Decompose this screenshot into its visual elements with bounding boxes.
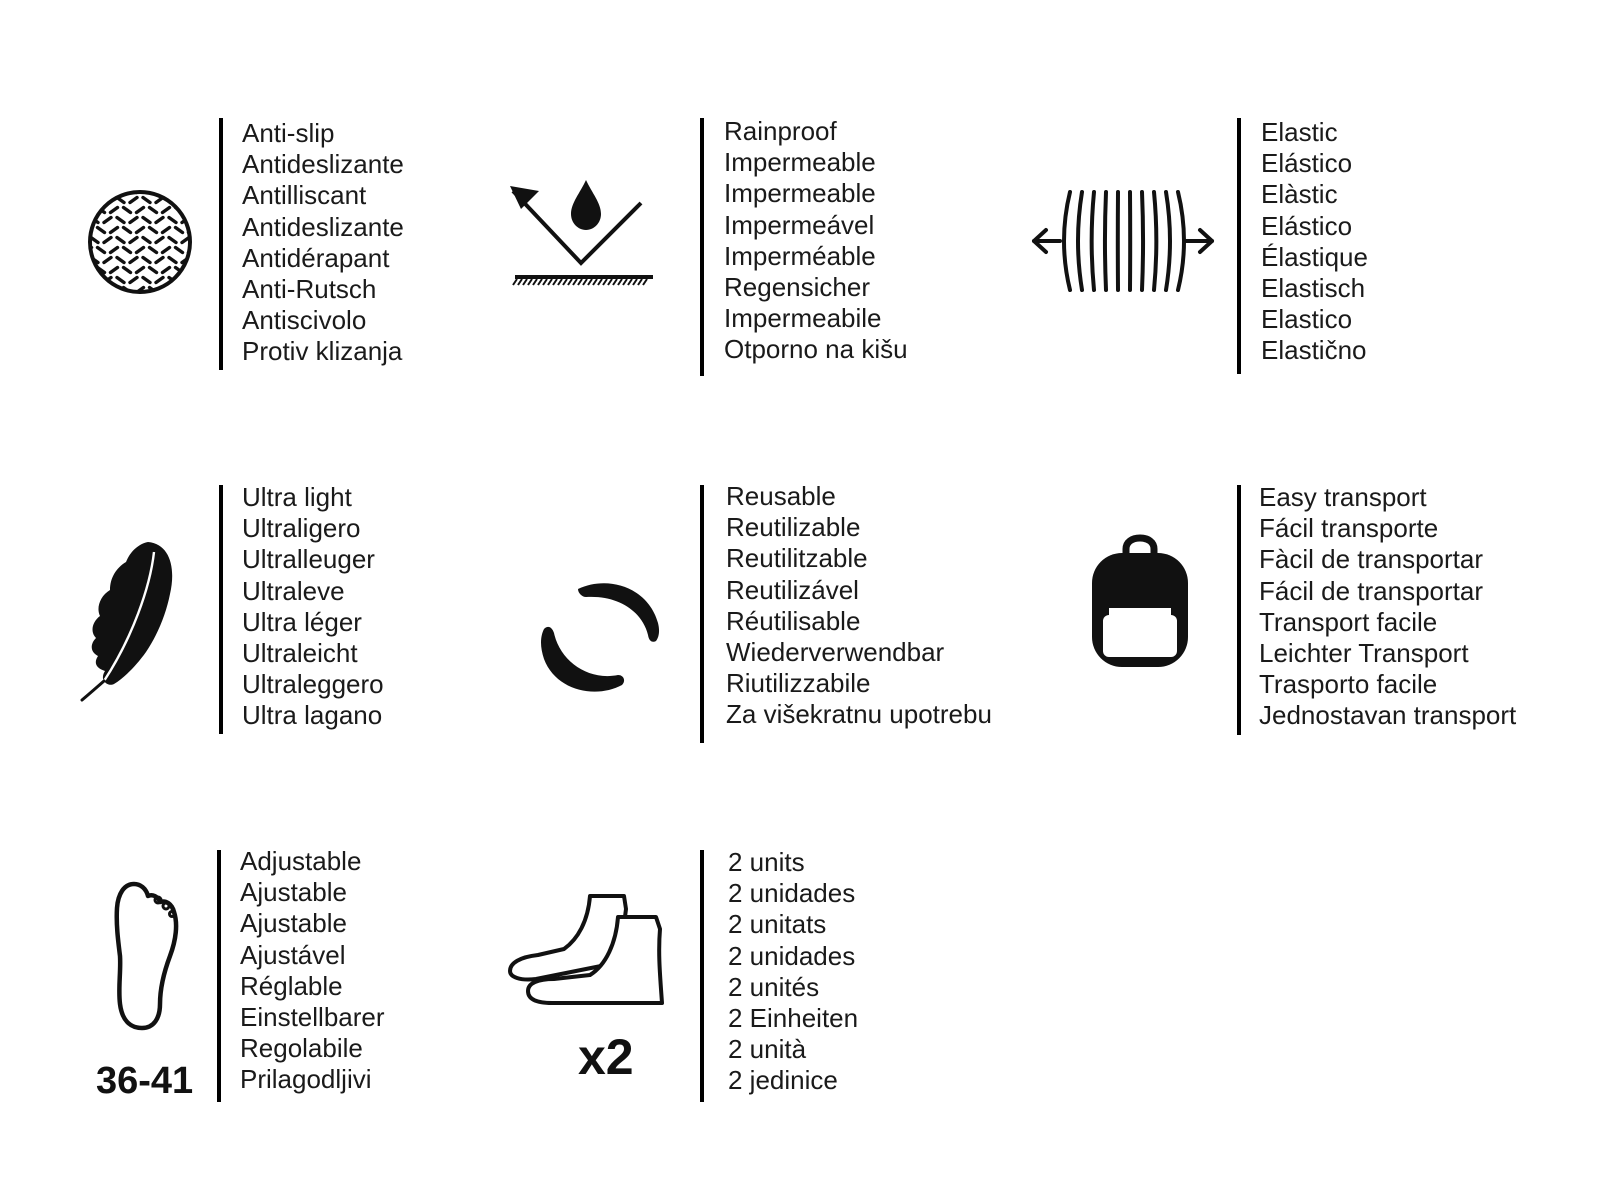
water-drop-repel-icon <box>505 175 655 285</box>
term: Ultra light <box>242 482 352 512</box>
term: Impermeabile <box>724 303 882 334</box>
term: Riutilizzabile <box>726 668 871 699</box>
term: Protiv klizanja <box>242 336 403 367</box>
reuse-cycle-icon <box>538 577 664 701</box>
term: Impermeable <box>724 178 876 209</box>
term: Otporno na kišu <box>724 334 908 365</box>
term: Anti-Rutsch <box>242 274 377 305</box>
term: Imperméable <box>724 240 876 271</box>
term: Antideslizante <box>242 211 404 242</box>
term: Elástico <box>1261 210 1353 241</box>
feature-divider <box>1237 485 1241 735</box>
term: Antidérapant <box>242 242 390 273</box>
term: Impermeable <box>724 147 876 178</box>
term: Adjustable <box>240 846 362 876</box>
term: Antiscivolo <box>242 305 367 336</box>
term: Wiederverwendbar <box>726 637 945 668</box>
term: Trasporto facile <box>1259 669 1438 700</box>
quantity-badge: x2 <box>578 1029 634 1085</box>
term: Ultralleuger <box>242 544 375 575</box>
feature-divider <box>217 850 221 1102</box>
backpack-icon <box>1088 535 1192 669</box>
term: Leichter Transport <box>1259 638 1469 669</box>
term: Impermeável <box>724 209 875 240</box>
anti-slip-texture-icon <box>86 188 194 296</box>
term: 2 Einheiten <box>728 1003 859 1034</box>
term: Rainproof <box>724 116 837 146</box>
term: Jednostavan transport <box>1259 700 1517 731</box>
term: Ultraleggero <box>242 669 384 700</box>
term: Reutilitzable <box>726 543 868 574</box>
term-list <box>1259 482 1516 732</box>
term: Reutilizável <box>726 574 859 605</box>
term: 2 unidades <box>728 878 856 909</box>
feature-divider <box>1237 118 1241 374</box>
shoe-covers-icon <box>506 893 664 1009</box>
term: 2 unità <box>728 1034 807 1065</box>
term: 2 jedinice <box>728 1065 838 1096</box>
stretch-arrows-icon <box>1030 188 1216 298</box>
term: Elastico <box>1261 304 1353 335</box>
term: Elàstic <box>1261 179 1338 210</box>
foot-sole-icon <box>108 880 180 1032</box>
term-list <box>724 116 908 366</box>
term: Regensicher <box>724 272 870 303</box>
term: Réglable <box>240 970 343 1001</box>
term: Anti-slip <box>242 118 335 148</box>
term: Ajustable <box>240 877 347 908</box>
term: Fácil transporte <box>1259 513 1439 544</box>
term: Élastique <box>1261 241 1368 272</box>
term: Prilagodljivi <box>240 1064 372 1095</box>
term: Ajustable <box>240 908 347 939</box>
term: 2 unités <box>728 971 820 1002</box>
term: 2 units <box>728 847 805 877</box>
term: Elástico <box>1261 148 1353 179</box>
term: Reusable <box>726 481 836 511</box>
term: Ultraleicht <box>242 638 358 669</box>
term: Transport facile <box>1259 606 1438 637</box>
term-list <box>1261 117 1368 367</box>
term: Antilliscant <box>242 180 367 211</box>
term: Antideslizante <box>242 149 404 180</box>
feature-divider <box>219 118 223 370</box>
feature-divider <box>700 850 704 1102</box>
feature-divider <box>700 118 704 376</box>
term-list <box>240 846 385 1096</box>
term-list <box>242 118 404 368</box>
term: Einstellbarer <box>240 1002 385 1033</box>
term: Regolabile <box>240 1033 363 1064</box>
size-range-badge: 36-41 <box>96 1060 194 1102</box>
term: 2 unitats <box>728 909 827 940</box>
term: Elastisch <box>1261 273 1366 304</box>
feature-divider <box>700 485 704 743</box>
term-list <box>728 847 858 1097</box>
feather-icon <box>80 538 180 698</box>
term: Za višekratnu upotrebu <box>726 699 992 730</box>
term: Ajustável <box>240 939 346 970</box>
term-list <box>726 481 992 731</box>
term: Ultra léger <box>242 606 362 637</box>
term: Ultraligero <box>242 513 361 544</box>
term: 2 unidades <box>728 940 856 971</box>
term: Fácil de transportar <box>1259 575 1483 606</box>
term: Ultraleve <box>242 575 345 606</box>
term: Easy transport <box>1259 482 1427 512</box>
term: Ultra lagano <box>242 700 383 731</box>
term: Reutilizable <box>726 512 861 543</box>
term-list <box>242 482 384 732</box>
term: Elastično <box>1261 335 1367 366</box>
term: Réutilisable <box>726 605 861 636</box>
term: Fàcil de transportar <box>1259 544 1483 575</box>
feature-divider <box>219 485 223 734</box>
term: Elastic <box>1261 117 1338 147</box>
